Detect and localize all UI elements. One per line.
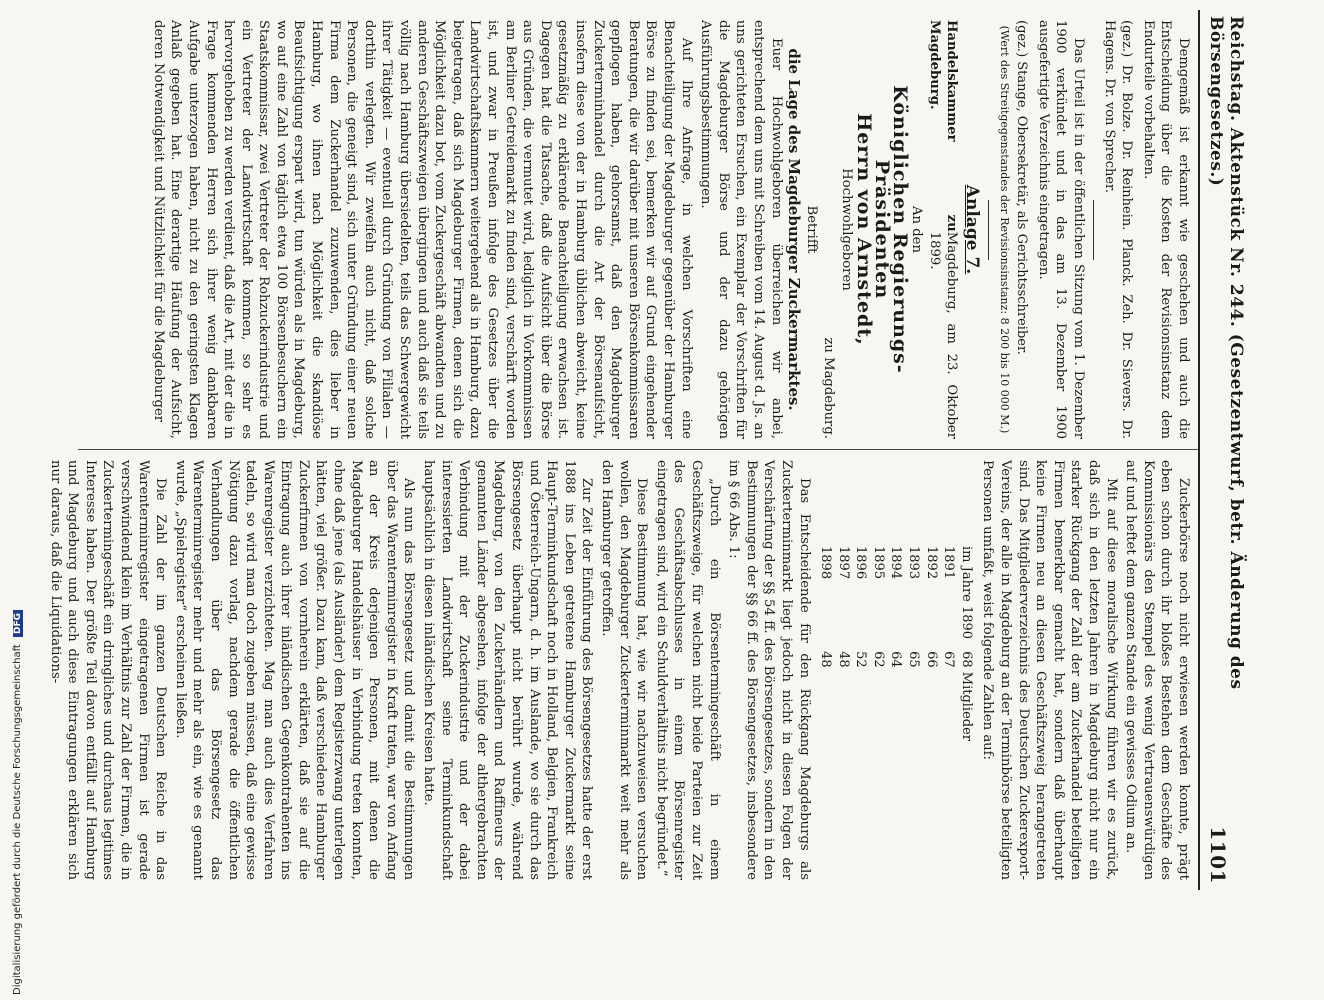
right-column [47, 450, 1198, 890]
digitization-credit [12, 610, 23, 995]
subject-line: die Lage des Magdeburger Zuckermarktes. [785, 48, 804, 411]
recipient-place: zu Magdeburg. [821, 337, 837, 439]
table-row: im Jahre 1890 68 Mitglieder [958, 546, 974, 742]
table-row: 1897 48 [835, 546, 851, 668]
paragraph: Zuckerbörse noch nicht erwiesen werden konnte, prägt eben schon durch ihr bloßes Bestehen dem Geschäfte des Kommissionärs den Stempel des wenig Vertrauenswürdigen auf und heftet dem ganzen Stande ein gewisses Odium an. [1123, 460, 1191, 880]
table-row: 1892 66 [923, 546, 939, 668]
quotation: „Durch ein Börsentermingeschäft in einem Geschäftszweige, für welchen nicht beide Parteien zur Zeit des Geschäftsabschlusses in einem Börsenregister eingetragen sind, wird ein Schuldverhältnis nicht begründet.“ [653, 460, 722, 880]
table-row: 1898 48 [818, 546, 834, 668]
paragraph: Auf Ihre Anfrage, in welchen Vorschriften eine Benachteiligung der Magdeburger gegenüber der Hamburger Börse zu finden sei, bemerken wir auf Grund eingehender Beratungen, die wir darüber mit unseren Börsenkommissaren gepflogen haben, gehorsamst, daß den Magdeburger Zuckerterminhandel durch die Art der Börsenaufsicht, insofern diese von der in Hamburg üblichen abweicht, keine gesetzmäßig zu erklärende Benachteiligung erwachsen ist. Dagegen hat die Tatsache, daß die Aufsicht über die Börse aus Gründen, die vermutet wird, lediglich in Vorkommnissen am Berliner Getreidemarkt zu finden sind, verschärft worden ist, und zwar in Preußen infolge des Gesetzes über die Landwirtschaftskammern weitergehend als in Hamburg, dazu beigetragen, daß sich Magdeburger Firmen, denen sich die Möglichkeit dazu bot, vom Zuckergeschäft abwandten und zu anderen Geschäftszweigen übergingen und auch daß sie teils völlig nach Hamburg übersiedelten, teils das Schwergewicht ihrer Tätigkeit — eventuell durch Gründung von Filialen — dorthin verlegten. Wir zweifeln auch nicht, daß solche Personen, die geneigt sind, sich unter Gründung einer neuen Firma dem Zuckerhandel zuzuwenden, dies lieber in Hamburg, wo ihnen nach Möglichkeit die skandiöse Beaufsichtigung erspart wird, tun würden als in Magdeburg, wo auf eine Zahl von täglich etwa 100 Börsenbesuchern ein Staatskommissar, zwei Vertreter der Rohzuckerindustrie und ein Vertreter der Landwirtschaft kommen, so sehr es hervorgehoben zu werden verdient, daß die Art, mit der die in Frage kommenden Herren sich ihrer wenig dankbaren Aufgabe unterzogen haben, nicht zu den geringsten Klagen Anlaß gegeben hat. Eine derartige Häufung der Aufsicht, deren Notwendigkeit und Nützlichkeit für die Magdeburger [150, 20, 694, 439]
streitwert-note: (Wert des Streitgegenstandes der Revisionsinstanz: 8 200 bis 10 000 M.) [997, 25, 1011, 434]
paragraph: Mit auf diese moralische Wirkung führen wir es zurück, daß sich in den letzten Jahren in Magdeburg nicht nur ein starker Rückgang der Zahl der am Zuckerhandel beteiligten Firmen bemerkbar gemacht hat, sondern daß überhaupt keine Firmen neu an diesen Geschäftszweig herangetreten sind. Das Mitgliederverzeichnis des Deutschen Zuckerexport-Vereins, der alle in Magdeburg an der Terminbörse beteiligten Personen umfaßt, weist folgende Zahlen auf: [980, 460, 1119, 880]
credit-text: Digitalisierung gefördert durch die Deutsche Forschungsgemeinschaft [12, 644, 23, 995]
page-number: 1101 [1206, 826, 1230, 884]
divider [1093, 200, 1094, 260]
paragraph: Diese Bestimmung hat, wie wir nachzuweisen versuchen wollen, den Magdeburger Zuckerterminmarkt weit mehr als den Hamburger getroffen. [599, 460, 650, 880]
member-table [817, 540, 975, 747]
betrifft-label: Betrifft [803, 205, 819, 254]
salutation: Hochwohlgeboren [838, 168, 854, 291]
an-den: An den [909, 206, 925, 253]
paragraph: Das Urteil ist in der öffentlichen Sitzung vom 1. Dezember 1900 verkündet und in das am 13. Dezember 1900 ausgefertigte Verzeichnis eingetragen. [1035, 20, 1087, 439]
signature-line: (gez.) Dr. Bolze. Dr. Reinhein. Planck. Zeh. Dr. Sievers. Dr. Hagens. Dr. von Sprecher. [1101, 20, 1135, 439]
signature-line: (gez.) Stange, Obersekretär, als Gerichtsschreiber. [1014, 20, 1030, 355]
sender: Handelskammer zu Magdeburg. [926, 20, 960, 232]
table-row: 1893 65 [906, 546, 922, 668]
table-row: 1896 52 [853, 546, 869, 668]
section-heading: Anlage 7. [962, 184, 983, 275]
divider [988, 200, 989, 260]
table-row: 1894 64 [888, 546, 904, 668]
paragraph: Die Zahl der im ganzen Deutschen Reiche in das Warenterminregister eingetragenen Firmen ist gerade verschwindend klein im Verhältnis zur Zahl der Firmen, die in Zuckertermingeschäft ein dringliches und durchaus legitimes Interesse haben. Der größte Teil davon entfällt auf Hamburg und Magdeburg und auch diese Eintragungen erklären sich nur daraus, daß die Liquidations- [47, 460, 169, 880]
paragraph: Demgemäß ist erkannt wie geschehen und auch die Entscheidung über die Kosten der Revisionsinstanz dem Endurteile vorbehalten. [1140, 20, 1191, 439]
recipient-title: Königlichen Regierungs-Präsidenten [871, 85, 911, 374]
dfg-logo: DFG [13, 610, 23, 637]
paragraph: Zur Zeit der Einführung des Börsengesetzes hatte der erst 1888 ins Leben getretene Hamburger Zuckermarkt seine Haupt-Terminkundschaft noch in Holland, Belgien, Frankreich und Österreich-Ungarn, d. h. im Auslande, wo sie durch das Börsengesetz überhaupt nicht berührt wurde, während Magdeburg, von den Zuckerhändlern und Raffineurs der genannten Länder abgesehen, infolge der althergebrachten Verbindung mit der Zuckerindustrie und der dabei interessierten Landwirtschaft seine Terminkundschaft hauptsächlich in diesen inländischen Kreisen hatte. [421, 460, 595, 880]
paragraph: Das Entscheidende für den Rückgang Magdeburgs als Zuckerterminmarkt liegt jedoch nicht in diesen Folgen der Verschärfung der §§ 54 ff. des Börsengesetzes, sondern in den Bestimmungen der §§ 66 ff. des Börsengesetzes, insbesondere im § 66 Abs. 1: [726, 460, 812, 880]
running-title: Reichstag. Aktenstück Nr. 244. (Gesetzentwurf, betr. Änderung des Börsengesetzes.) [1206, 16, 1246, 690]
rotated-page-content [47, 10, 1250, 890]
table-row: 1895 62 [870, 546, 886, 668]
paragraph: Als nun das Börsengesetz und damit die Bestimmungen über das Warenterminregister in Kraft traten, war von Anfang an der Kreis derjenigen Personen, mit denen die Magdeburger Handelshäuser in Verbindung treten konnten, ohne daß jene (als Ausländer) dem Registerzwang unterlegen hätten, viel größer. Dazu kam, daß verschiedene Hamburger Zuckerfirmen von vornherein erklärten, daß sie auf die Eintragung auch ihrer inländischen Gegenkontrahenten ins Warenregister verzichteten. Mag man auch dies Verfahren tadeln, so wird man doch zugeben müssen, daß eine gewisse Nötigung dazu vorlag, nachdem gerade die öffentlichen Verhandlungen über das Börsengesetz das Warenterminregister mehr und mehr als ein, wie es genannt wurde, „Spielregister“ erscheinen ließen. [172, 460, 417, 880]
letter-head [925, 20, 960, 439]
left-column [78, 10, 1198, 450]
page-header [1198, 10, 1250, 890]
paragraph: Euer Hochwohlgeboren überreichen wir anbei, entsprechend dem uns mit Schreiben vom 14. August d. Js. an uns gerichteten Ersuchen, ein Exemplar der Vorschriften für die Magdeburger Börse und der dazu gehörigen Ausführungsbestimmungen. [698, 20, 784, 439]
place-date: Magdeburg, am 23. Oktober 1899. [926, 231, 960, 439]
two-column-body [47, 10, 1198, 890]
table-row: 1891 67 [941, 546, 957, 668]
recipient-name: Herrn von Arnstedt, [853, 113, 876, 346]
